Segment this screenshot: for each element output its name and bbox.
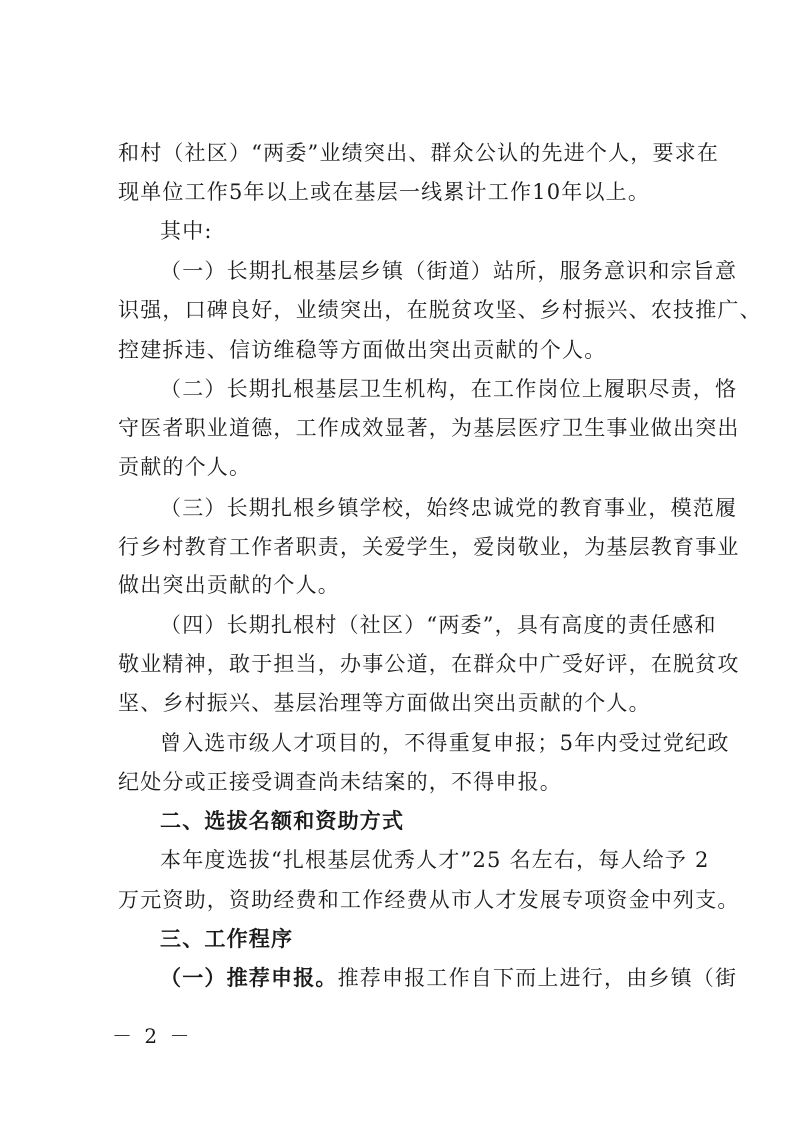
text-line: 万元资助，资助经费和工作经费从市人才发展专项资金中列支。 [118,888,740,912]
text-line: 做出突出贡献的个人。 [118,573,340,597]
text-line: （一）长期扎根基层乡镇（街道）站所，服务意识和宗旨意 [160,259,738,283]
text-line: 现单位工作5年以上或在基层一线累计工作10年以上。 [118,180,651,204]
section-heading: 二、选拔名额和资助方式 [160,809,405,833]
text-line: 守医者职业道德，工作成效显著，为基层医疗卫生事业做出突出 [118,416,740,440]
text-line: 本年度选拔“扎根基层优秀人才”25 名左右，每人给予 2 [160,848,710,872]
text-line: （四）长期扎根村（社区）“两委”，具有高度的责任感和 [160,613,717,637]
text-line: 和村（社区）“两委”业绩突出、群众公认的先进个人，要求在 [118,141,720,165]
text-line: 曾入选市级人才项目的，不得重复申报；5年内受过党纪政 [160,731,730,755]
text-line: 其中: [160,219,213,243]
text-line: 控建拆违、信访维稳等方面做出突出贡献的个人。 [118,338,607,362]
bold-lead-text: （一）推荐申报。 [160,966,338,990]
text-line: 贡献的个人。 [118,455,252,479]
text-line: 行乡村教育工作者职责，关爱学生，爱岗敬业，为基层教育事业 [118,535,740,559]
section-heading: 三、工作程序 [160,927,294,951]
text-line: 纪处分或正接受调查尚未结案的，不得申报。 [118,770,562,794]
text-line: （三）长期扎根乡镇学校，始终忠诚党的教育事业，模范履 [160,496,738,520]
text-line: （二）长期扎根基层卫生机构，在工作岗位上履职尽责，恪 [160,377,738,401]
text-line: 坚、乡村振兴、基层治理等方面做出突出贡献的个人。 [118,691,651,715]
text-line: 敬业精神，敢于担当，办事公道，在群众中广受好评，在脱贫攻 [118,652,740,676]
text-line: 识强，口碑良好，业绩突出，在脱贫攻坚、乡村振兴、农技推广、 [118,298,762,322]
page-number: － 2 － [112,1024,193,1048]
text-line [160,963,738,993]
line-rest-text: 推荐申报工作自下而上进行，由乡镇（街 [337,966,738,990]
